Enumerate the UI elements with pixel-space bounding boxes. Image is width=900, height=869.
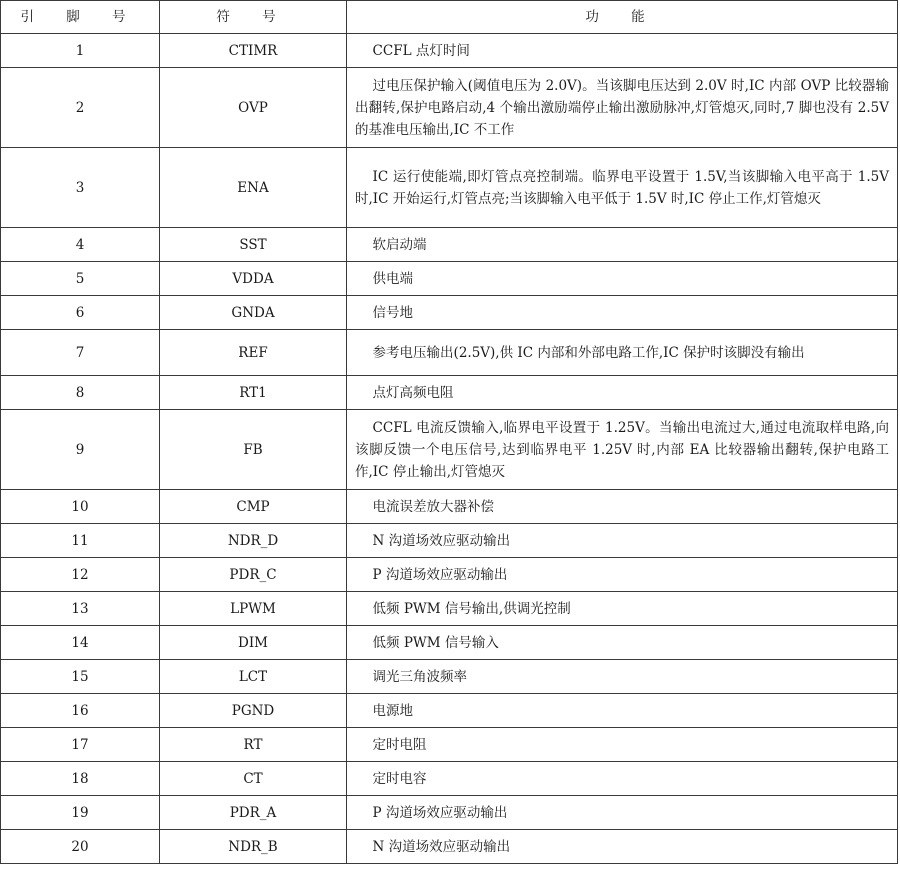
symbol-cell: DIM xyxy=(160,626,347,660)
symbol-cell: FB xyxy=(160,410,347,490)
table-row xyxy=(1,228,898,262)
symbol-cell: PDR_C xyxy=(160,558,347,592)
pin-number-cell: 13 xyxy=(1,592,160,626)
table-row xyxy=(1,558,898,592)
table-row xyxy=(1,330,898,376)
table-row xyxy=(1,376,898,410)
function-cell: P 沟道场效应驱动输出 xyxy=(347,558,898,592)
table-row xyxy=(1,34,898,68)
function-cell: 参考电压输出(2.5V),供 IC 内部和外部电路工作,IC 保护时该脚没有输出 xyxy=(347,330,898,376)
symbol-cell: SST xyxy=(160,228,347,262)
pin-number-cell: 10 xyxy=(1,490,160,524)
function-cell: 低频 PWM 信号输入 xyxy=(347,626,898,660)
symbol-cell: OVP xyxy=(160,68,347,148)
pin-number-cell: 19 xyxy=(1,796,160,830)
symbol-cell: VDDA xyxy=(160,262,347,296)
symbol-cell: REF xyxy=(160,330,347,376)
symbol-cell: PDR_A xyxy=(160,796,347,830)
pin-number-cell: 6 xyxy=(1,296,160,330)
table-row xyxy=(1,762,898,796)
function-cell: 过电压保护输入(阈值电压为 2.0V)。当该脚电压达到 2.0V 时,IC 内部 OVP 比较器输出翻转,保护电路启动,4 个输出激励端停止输出激励脉冲,灯管熄灭,同时,7 脚也没有 2.5V 的基准电压输出,IC 不工作 xyxy=(347,68,898,148)
pin-number-cell: 8 xyxy=(1,376,160,410)
pin-number-cell: 2 xyxy=(1,68,160,148)
table-row xyxy=(1,148,898,228)
pin-number-cell: 11 xyxy=(1,524,160,558)
table-body xyxy=(1,34,898,864)
function-cell: 软启动端 xyxy=(347,228,898,262)
table-row xyxy=(1,626,898,660)
function-cell: 定时电阻 xyxy=(347,728,898,762)
symbol-cell: CT xyxy=(160,762,347,796)
table-row xyxy=(1,830,898,864)
table-row xyxy=(1,296,898,330)
function-cell: 供电端 xyxy=(347,262,898,296)
symbol-cell: CMP xyxy=(160,490,347,524)
pin-number-cell: 4 xyxy=(1,228,160,262)
symbol-cell: PGND xyxy=(160,694,347,728)
function-cell: 定时电容 xyxy=(347,762,898,796)
pin-number-cell: 7 xyxy=(1,330,160,376)
table-row xyxy=(1,68,898,148)
header-function: 功 能 xyxy=(347,1,898,34)
header-symbol: 符 号 xyxy=(160,1,347,34)
table-row xyxy=(1,524,898,558)
symbol-cell: ENA xyxy=(160,148,347,228)
pin-number-cell: 3 xyxy=(1,148,160,228)
symbol-cell: NDR_D xyxy=(160,524,347,558)
pin-number-cell: 9 xyxy=(1,410,160,490)
header-pin-number: 引 脚 号 xyxy=(1,1,160,34)
pin-number-cell: 15 xyxy=(1,660,160,694)
pin-number-cell: 12 xyxy=(1,558,160,592)
function-cell: 低频 PWM 信号输出,供调光控制 xyxy=(347,592,898,626)
function-cell: 电流误差放大器补偿 xyxy=(347,490,898,524)
table-row xyxy=(1,262,898,296)
table-row xyxy=(1,490,898,524)
header-row xyxy=(1,1,898,34)
pin-number-cell: 16 xyxy=(1,694,160,728)
function-cell: N 沟道场效应驱动输出 xyxy=(347,524,898,558)
symbol-cell: RT xyxy=(160,728,347,762)
table-row xyxy=(1,592,898,626)
pin-number-cell: 20 xyxy=(1,830,160,864)
pin-number-cell: 14 xyxy=(1,626,160,660)
table-row xyxy=(1,728,898,762)
function-cell: P 沟道场效应驱动输出 xyxy=(347,796,898,830)
function-cell: 电源地 xyxy=(347,694,898,728)
pin-number-cell: 1 xyxy=(1,34,160,68)
symbol-cell: CTIMR xyxy=(160,34,347,68)
function-cell: CCFL 电流反馈输入,临界电平设置于 1.25V。当输出电流过大,通过电流取样电路,向该脚反馈一个电压信号,达到临界电平 1.25V 时,内部 EA 比较器输出翻转,保护电路工作,IC 停止输出,灯管熄灭 xyxy=(347,410,898,490)
function-cell: 调光三角波频率 xyxy=(347,660,898,694)
pin-number-cell: 17 xyxy=(1,728,160,762)
function-cell: 点灯高频电阻 xyxy=(347,376,898,410)
function-cell: 信号地 xyxy=(347,296,898,330)
symbol-cell: RT1 xyxy=(160,376,347,410)
pin-number-cell: 5 xyxy=(1,262,160,296)
function-cell: IC 运行使能端,即灯管点亮控制端。临界电平设置于 1.5V,当该脚输入电平高于 1.5V 时,IC 开始运行,灯管点亮;当该脚输入电平低于 1.5V 时,IC 停止工作,灯管熄灭 xyxy=(347,148,898,228)
pin-number-cell: 18 xyxy=(1,762,160,796)
table-row xyxy=(1,796,898,830)
function-cell: N 沟道场效应驱动输出 xyxy=(347,830,898,864)
table-row xyxy=(1,694,898,728)
symbol-cell: NDR_B xyxy=(160,830,347,864)
symbol-cell: GNDA xyxy=(160,296,347,330)
table-header xyxy=(1,1,898,34)
symbol-cell: LCT xyxy=(160,660,347,694)
table-row xyxy=(1,660,898,694)
table-row xyxy=(1,410,898,490)
function-cell: CCFL 点灯时间 xyxy=(347,34,898,68)
symbol-cell: LPWM xyxy=(160,592,347,626)
